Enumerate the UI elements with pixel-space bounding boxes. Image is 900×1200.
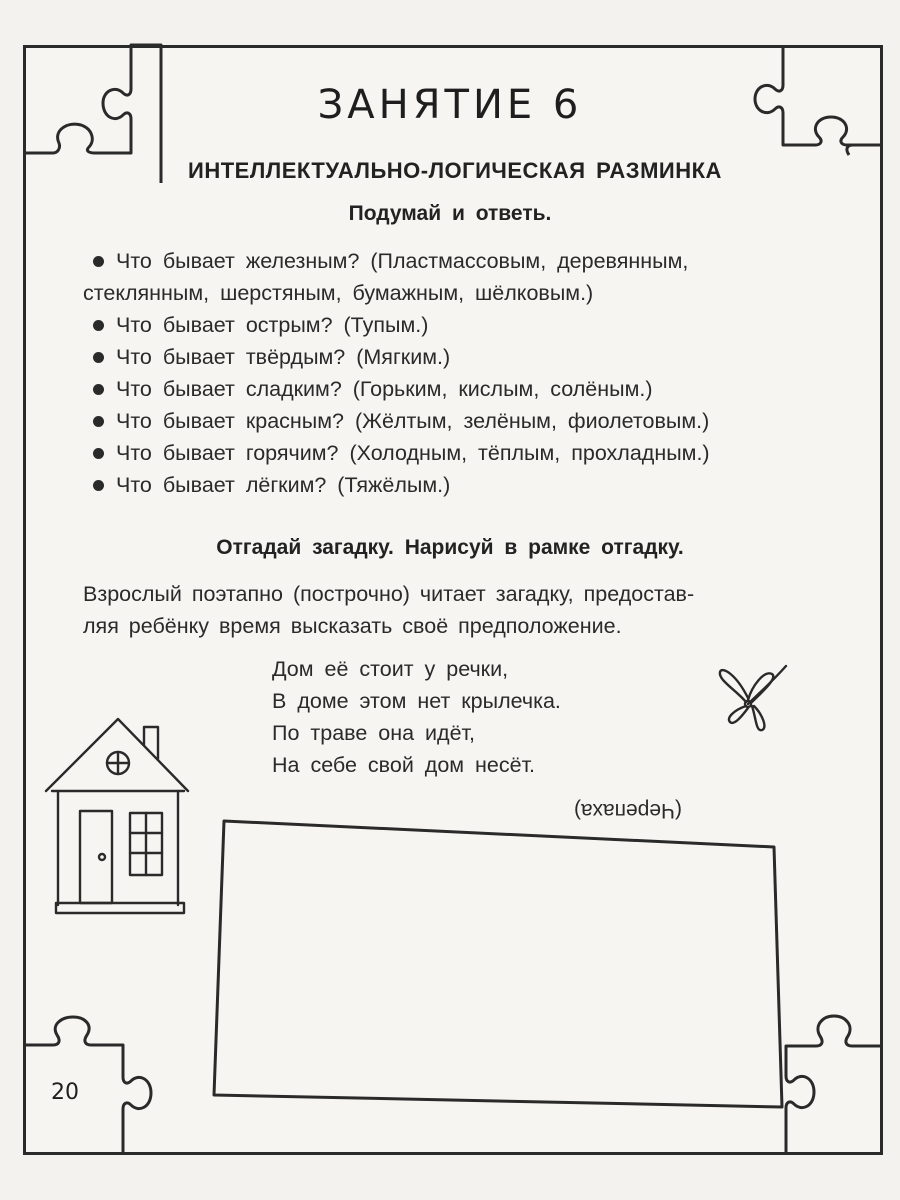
page-number: 20 — [51, 1080, 79, 1105]
section1-heading: Подумай и ответь. — [348, 202, 552, 225]
question-text: Что бывает красным? (Жёлтым, зелёным, фиолетовым.) — [116, 409, 710, 433]
question-text: стеклянным, шерстяным, бумажным, шёлковым.) — [83, 281, 594, 305]
page-title: ЗАНЯТИЕ 6 — [317, 82, 583, 128]
section-subtitle: ИНТЕЛЛЕКТУАЛЬНО-ЛОГИЧЕСКАЯ РАЗМИНКА — [188, 158, 722, 183]
bullet-icon — [93, 352, 104, 363]
question-list — [83, 245, 843, 501]
bullet-icon — [93, 384, 104, 395]
question-text: Что бывает сладким? (Горьким, кислым, солёным.) — [116, 377, 653, 401]
puzzle-piece-icon — [23, 1015, 163, 1155]
riddle-line: В доме этом нет крылечка. — [272, 689, 561, 713]
list-item — [83, 341, 843, 373]
list-item — [83, 437, 843, 469]
bullet-icon — [93, 256, 104, 267]
list-item — [83, 245, 843, 277]
list-item — [83, 309, 843, 341]
question-text: Что бывает острым? (Тупым.) — [116, 313, 429, 337]
dragonfly-icon — [712, 660, 792, 750]
instruction-line: Взрослый поэтапно (построчно) читает загадку, предостав- — [83, 582, 695, 606]
answer-drawing-frame[interactable] — [210, 815, 790, 1115]
riddle-poem — [272, 653, 561, 781]
list-item — [83, 373, 843, 405]
riddle-line: Дом её стоит у речки, — [272, 657, 509, 681]
riddle-line: По траве она идёт, — [272, 721, 475, 745]
bullet-icon — [93, 320, 104, 331]
question-text: Что бывает твёрдым? (Мягким.) — [116, 345, 451, 369]
riddle-line: На себе свой дом несёт. — [272, 753, 536, 777]
list-item — [83, 469, 843, 501]
bullet-icon — [93, 416, 104, 427]
list-item-continuation — [83, 277, 843, 309]
instruction-line: ляя ребёнку время высказать своё предположение. — [83, 614, 622, 638]
question-text: Что бывает железным? (Пластмассовым, деревянным, — [116, 249, 689, 273]
bullet-icon — [93, 480, 104, 491]
house-icon — [44, 715, 194, 920]
question-text: Что бывает лёгким? (Тяжёлым.) — [116, 473, 451, 497]
question-text: Что бывает горячим? (Холодным, тёплым, прохладным.) — [116, 441, 710, 465]
bullet-icon — [93, 448, 104, 459]
riddle-answer: (Черепаха) — [574, 799, 683, 822]
list-item — [83, 405, 843, 437]
instruction-text — [83, 578, 843, 642]
section2-heading: Отгадай загадку. Нарисуй в рамке отгадку. — [216, 536, 684, 559]
